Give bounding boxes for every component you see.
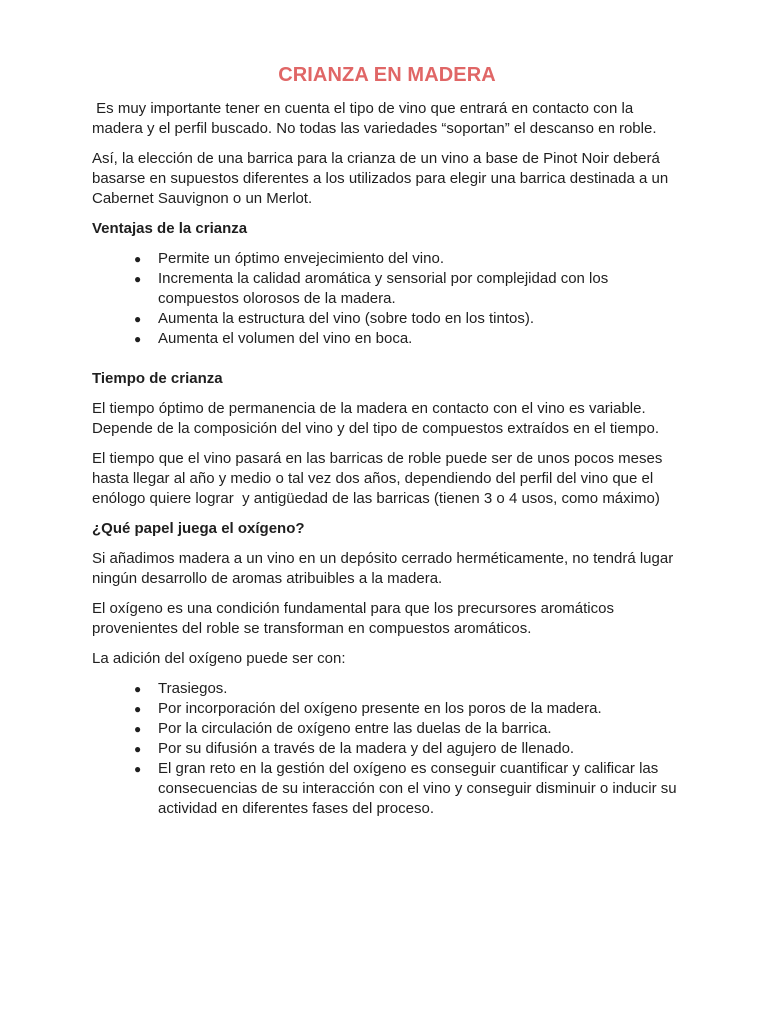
- list-ventajas: [92, 249, 682, 349]
- document-page: [92, 62, 682, 829]
- bullet-icon: ●: [134, 722, 142, 736]
- list-item-text: Aumenta la estructura del vino (sobre todo en los tintos).: [158, 310, 535, 327]
- oxigeno-paragraph-1: Si añadimos madera a un vino en un depósito cerrado herméticamente, no tendrá lugar ningún desarrollo de aromas atribuibles a la madera.: [92, 550, 674, 587]
- oxigeno-paragraph-2: El oxígeno es una condición fundamental para que los precursores aromáticos provenientes del roble se transforman en compuestos aromáticos.: [92, 600, 614, 637]
- list-item-text: Incrementa la calidad aromática y sensorial por complejidad con los compuestos olorosos de la madera.: [158, 270, 609, 307]
- list-item: [92, 759, 682, 819]
- list-item-text: Permite un óptimo envejecimiento del vino.: [158, 250, 444, 267]
- list-oxigeno: [92, 679, 682, 819]
- bullet-icon: ●: [134, 762, 142, 776]
- bullet-icon: ●: [134, 682, 142, 696]
- list-item: [92, 739, 682, 759]
- heading-oxigeno: ¿Qué papel juega el oxígeno?: [92, 520, 305, 537]
- tiempo-paragraph-2: El tiempo que el vino pasará en las barricas de roble puede ser de unos pocos meses hasta llegar al año y medio o tal vez dos años, dependiendo del perfil del vino que el enólogo quiere lograr y antigüedad de las barricas (tienen 3 o 4 usos, como máximo): [92, 450, 667, 507]
- list-item-text: Por incorporación del oxígeno presente en los poros de la madera.: [158, 700, 602, 717]
- bullet-icon: ●: [134, 312, 142, 326]
- bullet-icon: ●: [134, 742, 142, 756]
- list-item-text: Aumenta el volumen del vino en boca.: [158, 330, 413, 347]
- list-item: [92, 699, 682, 719]
- bullet-icon: ●: [134, 332, 142, 346]
- bullet-icon: ●: [134, 272, 142, 286]
- heading-tiempo: Tiempo de crianza: [92, 370, 223, 387]
- intro-paragraph-2: Así, la elección de una barrica para la crianza de un vino a base de Pinot Noir deberá basarse en supuestos diferentes a los utilizados para elegir una barrica destinada a un Cabernet Sauvignon o un Merlot.: [92, 150, 669, 207]
- list-item: [92, 269, 682, 309]
- list-item: [92, 679, 682, 699]
- list-item-text: Trasiegos.: [158, 680, 228, 697]
- intro-paragraph-1: Es muy importante tener en cuenta el tipo de vino que entrará en contacto con la madera y el perfil buscado. No todas las variedades “soportan” el descanso en roble.: [92, 100, 657, 137]
- list-item-text: Por su difusión a través de la madera y del agujero de llenado.: [158, 740, 575, 757]
- list-item: [92, 329, 682, 349]
- bullet-icon: ●: [134, 252, 142, 266]
- list-item-text: Por la circulación de oxígeno entre las duelas de la barrica.: [158, 720, 552, 737]
- oxigeno-paragraph-3: La adición del oxígeno puede ser con:: [92, 650, 346, 667]
- list-item-text: El gran reto en la gestión del oxígeno es conseguir cuantificar y calificar las consecuencias de su interacción con el vino y conseguir disminuir o inducir su actividad en diferentes fases del proceso.: [158, 760, 677, 817]
- heading-ventajas: Ventajas de la crianza: [92, 220, 248, 237]
- list-item: [92, 309, 682, 329]
- tiempo-paragraph-1: El tiempo óptimo de permanencia de la madera en contacto con el vino es variable. Depende de la composición del vino y del tipo de compuestos extraídos en el tiempo.: [92, 400, 660, 437]
- document-title: CRIANZA EN MADERA: [278, 64, 496, 86]
- bullet-icon: ●: [134, 702, 142, 716]
- list-item: [92, 249, 682, 269]
- list-item: [92, 719, 682, 739]
